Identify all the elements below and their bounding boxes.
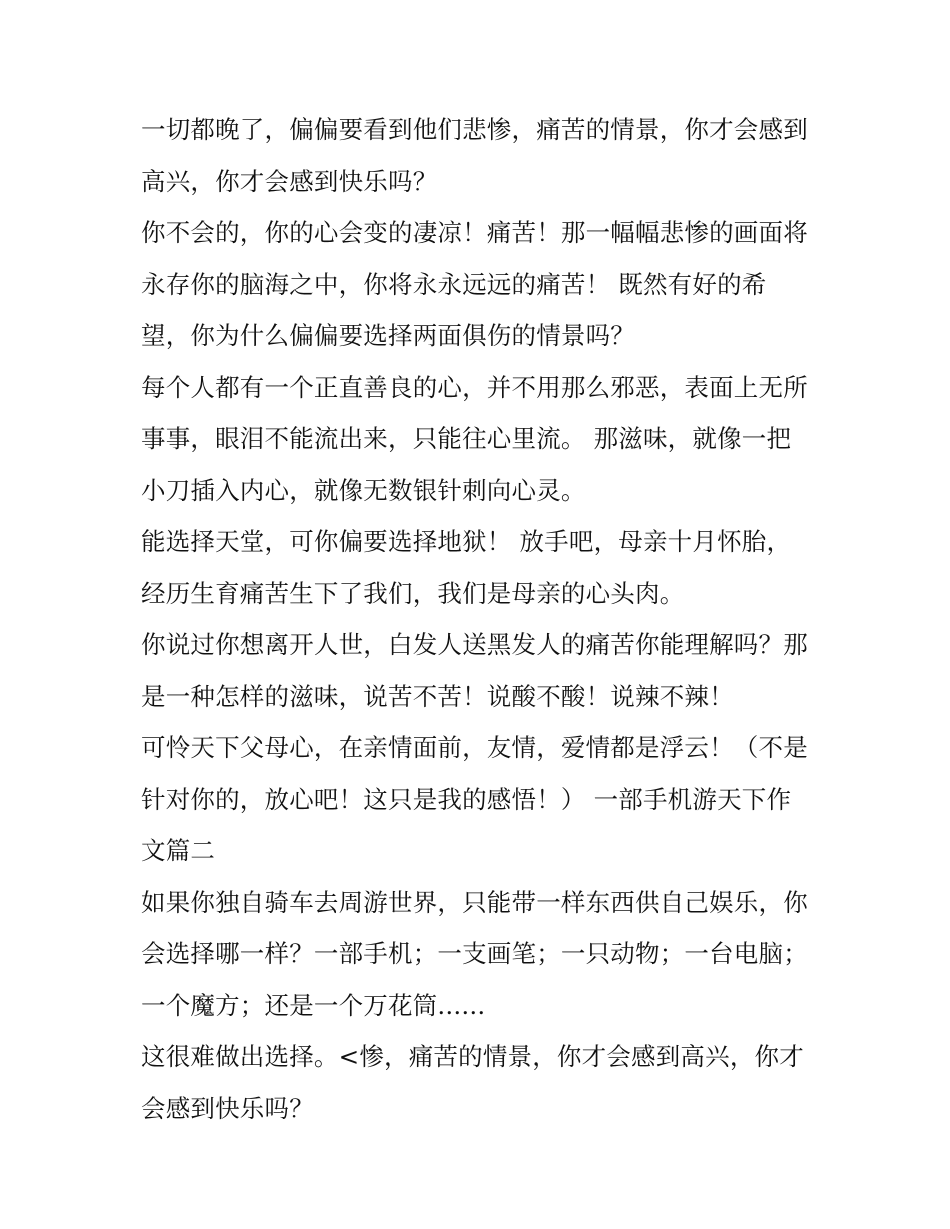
text-line: 高兴，你才会感到快乐吗？ [141,166,438,196]
text-line: 能选择天堂，可你偏要选择地狱！ 放手吧，母亲十月怀胎， [141,527,792,556]
text-line: 会感到快乐吗？ [141,1093,314,1123]
document-body [141,104,831,1134]
text-line: 如果你独自骑车去周游世界，只能带一样东西供自己娱乐，你 [141,887,808,917]
text-line: 一个魔方；还是一个万花筒...... [141,990,486,1020]
text-line: 一切都晚了，偏偏要看到他们悲惨，痛苦的情景，你才会感到 [141,115,808,144]
text-line: 针对你的，放心吧！这只是我的感悟！） 一部手机游天下作 [141,784,792,814]
text-line: 会选择哪一样？一部手机；一支画笔；一只动物；一台电脑； [141,939,808,968]
text-line: 经历生育痛苦生下了我们，我们是母亲的心头肉。 [141,578,685,608]
text-line: 每个人都有一个正直善良的心，并不用那么邪恶，表面上无所 [141,372,808,402]
text-line: 是一种怎样的滋味，说苦不苦！说酸不酸！说辣不辣！ [141,681,734,711]
text-line: 望，你为什么偏偏要选择两面俱伤的情景吗？ [141,321,635,350]
text-line: 小刀插入内心，就像无数银针刺向心灵。 [141,475,586,505]
text-line: 这很难做出选择。<惨，痛苦的情景，你才会感到高兴，你才 [141,1042,804,1071]
text-line: 事事，眼泪不能流出来，只能往心里流。 那滋味，就像一把 [141,424,792,453]
text-line: 永存你的脑海之中，你将永永远远的痛苦！ 既然有好的希 [141,269,767,299]
text-line: 可怜天下父母心，在亲情面前，友情，爱情都是浮云！（不是 [141,733,808,762]
text-line: 文篇二 [141,836,216,865]
text-line: 你不会的，你的心会变的凄凉！痛苦！那一幅幅悲惨的画面将 [141,218,808,247]
text-line: 你说过你想离开人世，白发人送黑发人的痛苦你能理解吗？那 [141,630,808,659]
